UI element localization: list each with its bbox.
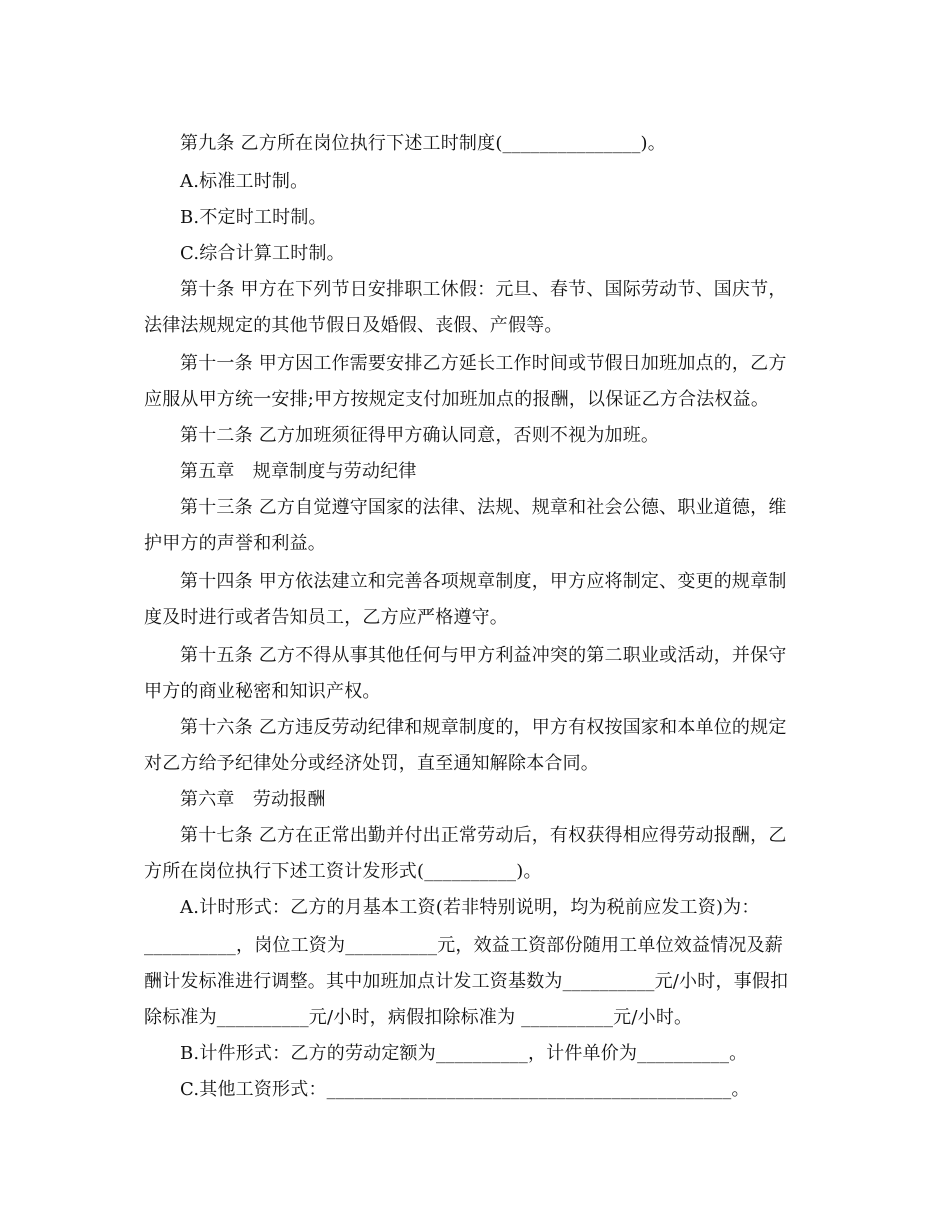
article-13-line-2: 护甲方的声誉和利益。 [144,533,326,554]
option-b-flexible-hours: B.不定时工时制。 [180,207,327,228]
article-17-line-1: 第十七条 乙方在正常出勤并付出正常劳动后，有权获得相应得劳动报酬，乙 [180,825,787,846]
article-16-line-2: 对乙方给予纪律处分或经济处罚，直至通知解除本合同。 [144,753,599,774]
option-c-other-wage: C.其他工资形式：____________________________________________。 [180,1079,750,1100]
article-14-line-1: 第十四条 甲方依法建立和完善各项规章制度，甲方应将制定、变更的规章制 [180,571,787,592]
article-13-line-1: 第十三条 乙方自觉遵守国家的法律、法规、规章和社会公德、职业道德，维 [180,497,787,518]
article-17-line-2: 方所在岗位执行下述工资计发形式(__________)。 [144,861,542,882]
article-11-line-1: 第十一条 甲方因工作需要安排乙方延长工作时间或节假日加班加点的，乙方 [180,353,787,374]
option-c-comprehensive-hours: C.综合计算工时制。 [180,243,345,264]
article-15-line-2: 甲方的商业秘密和知识产权。 [144,681,381,702]
option-a-hourly-line-4: 除标准为__________元/小时，病假扣除标准为 __________元/小时。 [144,1007,693,1028]
option-a-standard-hours: A.标准工时制。 [180,171,309,192]
article-9-line-1: 第九条 乙方所在岗位执行下述工时制度(_______________)。 [180,133,666,154]
article-10-line-2: 法律法规规定的其他节假日及婚假、丧假、产假等。 [144,315,563,336]
option-b-piece-rate: B.计件形式：乙方的劳动定额为__________，计件单价为__________。 [180,1043,748,1064]
article-11-line-2: 应服从甲方统一安排;甲方按规定支付加班加点的报酬，以保证乙方合法权益。 [144,389,770,410]
option-a-hourly-line-3: 酬计发标准进行调整。其中加班加点计发工资基数为__________元/小时，事假扣 [144,971,789,992]
article-15-line-1: 第十五条 乙方不得从事其他任何与甲方利益冲突的第二职业或活动，并保守 [180,645,787,666]
article-12-line-1: 第十二条 乙方加班须征得甲方确认同意，否则不视为加班。 [180,425,660,446]
option-a-hourly-line-2: __________，岗位工资为__________元，效益工资部份随用工单位效益情况及薪 [144,935,783,956]
article-14-line-2: 度及时进行或者告知员工，乙方应严格遵守。 [144,607,508,628]
article-10-line-1: 第十条 甲方在下列节日安排职工休假：元旦、春节、国际劳动节、国庆节， [180,279,787,300]
chapter-5-heading: 第五章 规章制度与劳动纪律 [180,461,417,482]
chapter-6-heading: 第六章 劳动报酬 [180,789,326,810]
article-16-line-1: 第十六条 乙方违反劳动纪律和规章制度的，甲方有权按国家和本单位的规定 [180,717,787,738]
option-a-hourly-line-1: A.计时形式：乙方的月基本工资(若非特别说明，均为税前应发工资)为： [180,897,760,918]
